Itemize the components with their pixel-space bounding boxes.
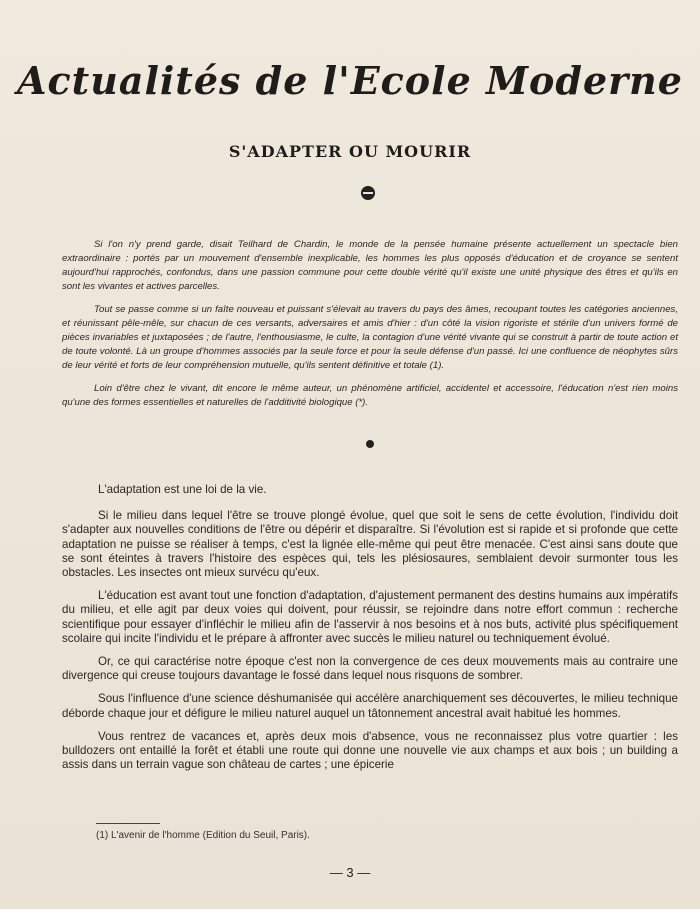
body-paragraph: Sous l'influence d'une science déshumanisée qui accélère anarchiquement ses découvertes, le milieu technique déborde chaque jour et défigure le milieu naturel auquel un tâtonnement ancestral avait habitué les hommes. [62, 692, 678, 720]
intro-section [62, 238, 678, 419]
masthead-title: Actualités de l'Ecole Moderne [17, 58, 683, 103]
body-section [62, 483, 678, 781]
body-paragraph: Si le milieu dans lequel l'être se trouve plongé évolue, quel que soit le sens de cette évolution, l'individu doit s'adapter aux nouvelles conditions de l'être ou dépérir et disparaître. Si l'évolution est si rapide et si profonde que cette adaptation ne puisse se réaliser à temps, c'est la lignée elle-même qui peut être menacée. C'est ainsi sans doute que se sont éteintes à travers l'histoire des espèces qui, tels les plésiosaures, semblaient devoir surmonter tous les obstacles. Les insectes ont mieux survécu qu'eux. [62, 509, 678, 580]
intro-paragraph: Loin d'être chez le vivant, dit encore le même auteur, un phénomène artificiel, accidentel et accessoire, l'éducation n'est rien moins qu'une des formes essentielles et naturelles de l'additivité biologique (*). [62, 383, 678, 408]
footnote-rule [96, 823, 160, 824]
body-paragraph: Vous rentrez de vacances et, après deux mois d'absence, vous ne reconnaissez plus votre quartier : les bulldozers ont entaillé la forêt et établi une route qui donne une nouvelle vie aux champs et aux bois ; un building a assis dans un terrain vague son château de cartes ; une épicerie [62, 729, 678, 772]
ornament-icon [361, 186, 375, 200]
intro-paragraph: Si l'on n'y prend garde, disait Teilhard de Chardin, le monde de la pensée humaine présente actuellement un spectacle bien extraordinaire : portés par un mouvement d'ensemble inexplicable, les hommes les plus opposés d'éducation et de croyance se sentent aujourd'hui rapprochés, confondus, dans une passion commune pour cette double vérité qu'il existe une unité physique des êtres et qu'ils en sont les vivantes et actives parcelles. [62, 239, 678, 292]
intro-paragraph: Tout se passe comme si un faîte nouveau et puissant s'élevait au travers du pays des âmes, recoupant toutes les catégories anciennes, et réunissant pêle-mêle, sur chacun de ces versants, adversaires et amis d'hier : d'un côté la vision rigoriste et stérile d'un univers formé de pièces invariables et juxtaposées ; de l'autre, l'enthousiasme, le culte, la contagion d'une vérité vivante qui se construit à partir de toute action et de toute volonté. Là un groupe d'hommes associés par la seule force et pour la seule défense d'un passé. Ici une confluence de néophytes sûrs de leur vérité et forts de leur compréhension mutuelle, qu'ils sentent définitive et totale (1). [62, 304, 678, 371]
article-headline: S'ADAPTER OU MOURIR [228, 142, 472, 161]
page-number: — 3 — [329, 865, 371, 880]
body-paragraph: L'adaptation est une loi de la vie. [98, 483, 267, 496]
section-divider-icon [366, 440, 374, 448]
footnote: (1) L'avenir de l'homme (Edition du Seuil, Paris). [96, 830, 310, 841]
body-paragraph: Or, ce qui caractérise notre époque c'est non la convergence de ces deux mouvements mais au contraire une divergence qui creuse toujours davantage le fossé dans lequel nous risquons de sombrer. [62, 655, 678, 683]
body-paragraph: L'éducation est avant tout une fonction d'adaptation, d'ajustement permanent des destins humains aux impératifs du milieu, et elle agit par deux voies qui doivent, pour réussir, se rejoindre dans notre effort commun : recherche scientifique pour essayer d'infléchir le milieu afin de l'asservir à nos besoins et à nos buts, activité plus spécifiquement scolaire qui incite l'individu et le prépare à affronter avec succès le milieu naturel ou techniquement évolué. [62, 589, 678, 645]
